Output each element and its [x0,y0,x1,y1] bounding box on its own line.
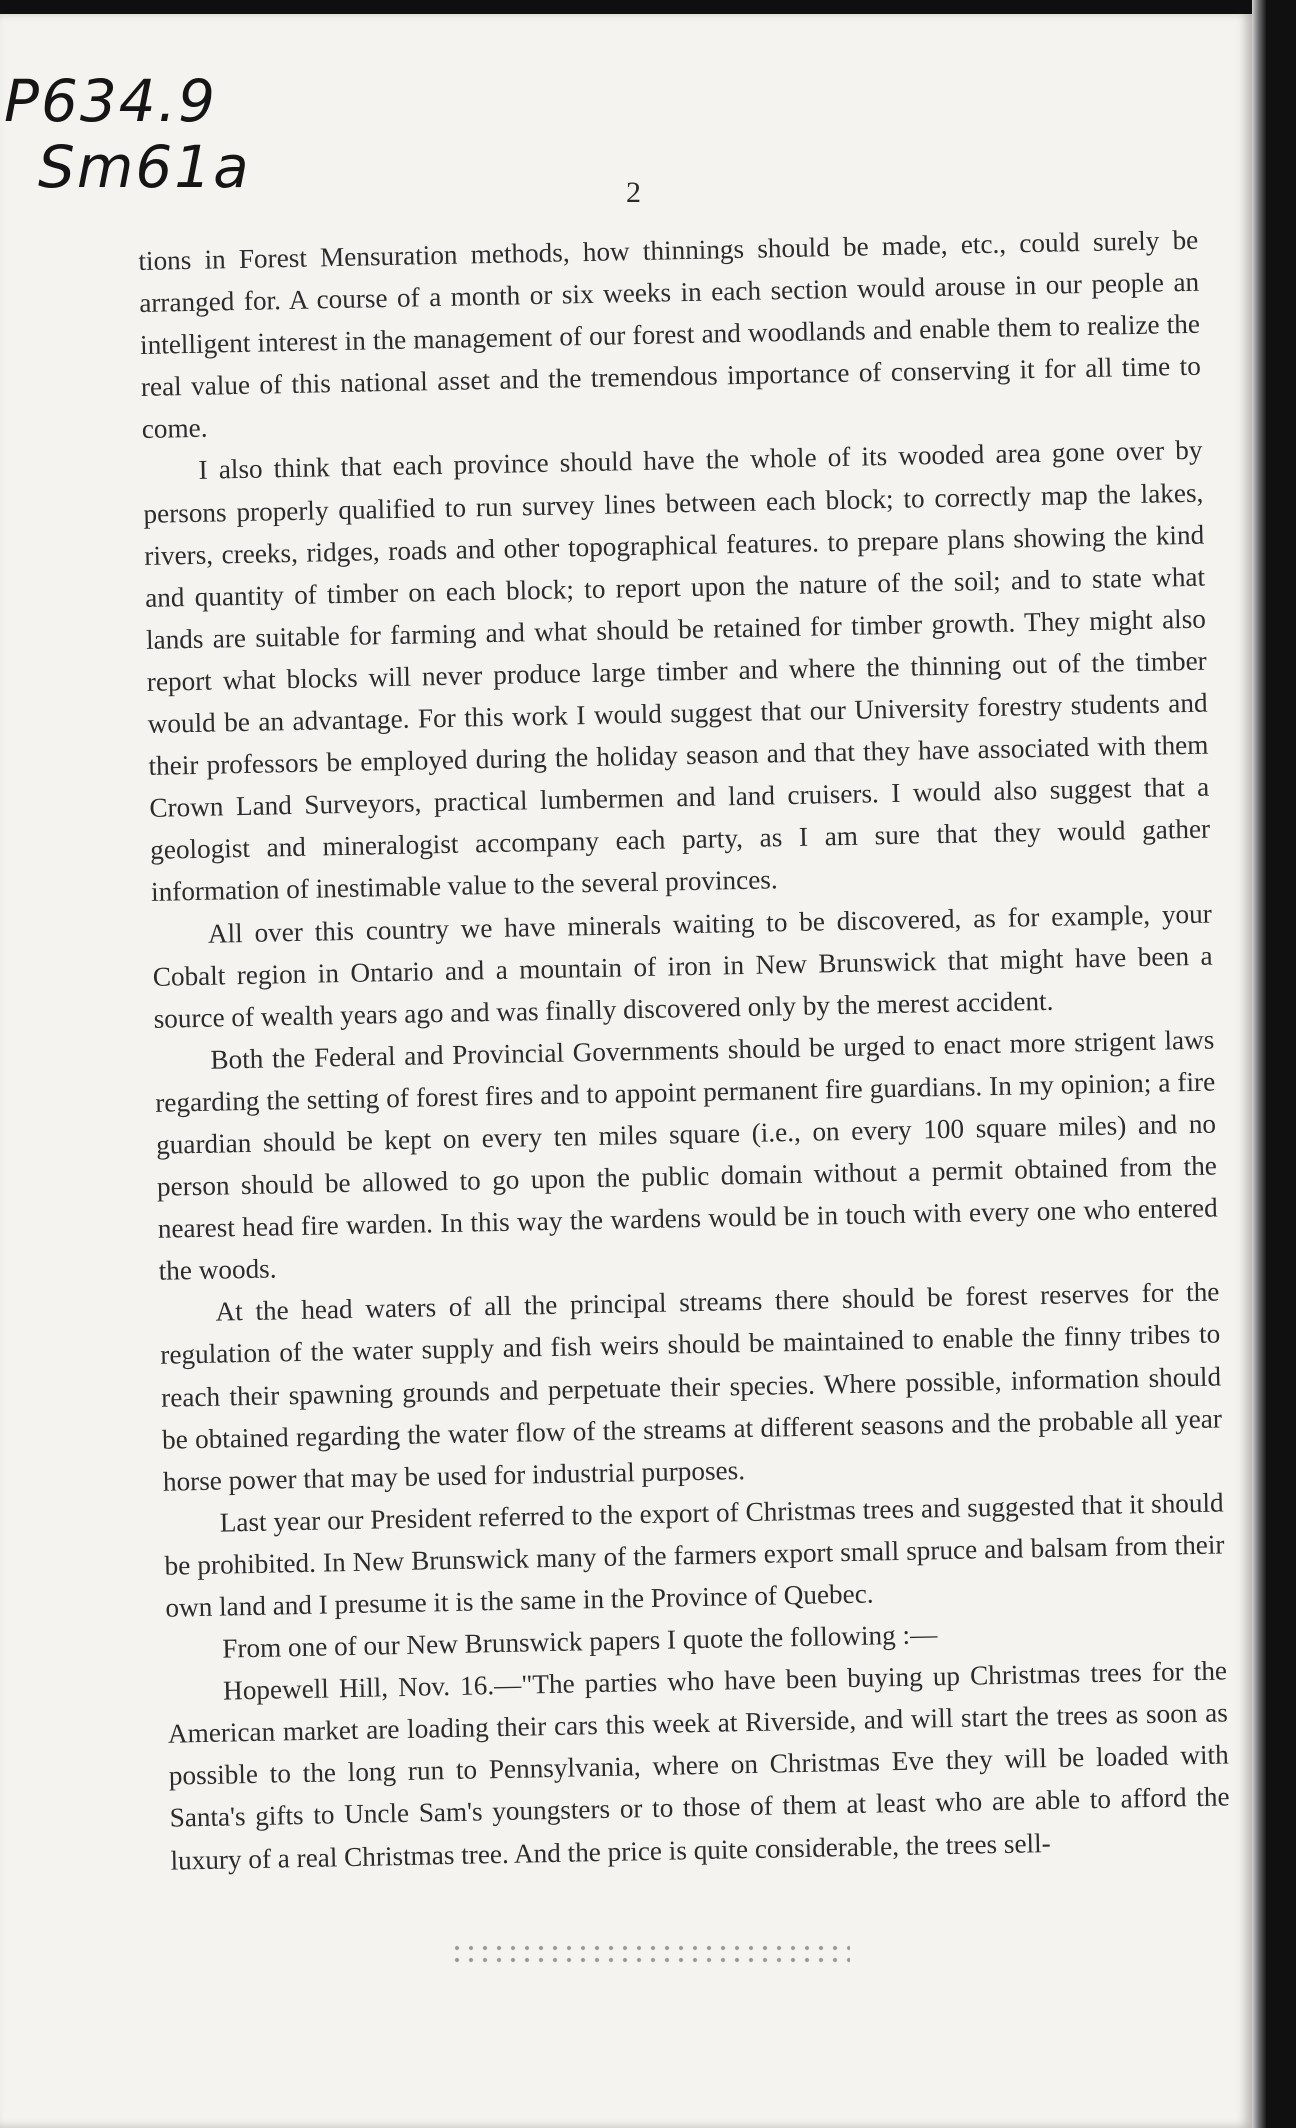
paragraph-christmas-trees: Last year our President referred to the export of Christmas trees and suggested that it should be prohibited. In New Brunswick many of the farmers export small spruce and balsam from their own land and I presume it is the same in the Province of Quebec. [164,1487,1225,1623]
paragraph-quote-intro: From one of our New Brunswick papers I quote the following :— [221,1619,938,1664]
paragraph-forest-reserves: At the head waters of all the principal streams there should be forest reserves for the regulation of the water supply and fish weirs should be maintained to enable the finny tribes to reach their spawning grounds and perpetuate their species. Where possible, information should be obtained regarding the water flow of the streams at different seasons and the probable all year horse power that may be used for industrial purposes. [160,1276,1223,1497]
scan-border-right [1266,0,1296,2128]
page-number: 2 [626,176,641,209]
ink-blot-decoration [450,1942,850,1968]
document-page [0,12,1252,2128]
paragraph-quotation: Hopewell Hill, Nov. 16.—"The parties who have been buying up Christmas trees for the American market are loading their cars this week at Riverside, and will start the trees as soon as possible to the long run to Pennsylvania, where on Christmas Eve they will be loaded with Santa's gifts to Uncle Sam's youngsters or to those of them at least who are able to afford the luxury of a real Christmas tree. And the price is quite considerable, the trees sell- [167,1655,1230,1876]
paragraph-fire-laws: Both the Federal and Provincial Governments should be urged to enact more strigent laws regarding the setting of forest fires and to appoint permanent fire guardians. In my opinion; a fire guardian should be kept on every ten miles square (i.e., on every 100 square miles) and no person should be allowed to go upon the public domain without a permit obtained from the nearest head fire warden. In this way the wardens would be in touch with every one who entered the woods. [155,1024,1218,1287]
scan-border-top [0,0,1296,14]
paragraph-continuation: tions in Forest Mensuration methods, how thinnings should be made, etc., could surely be arranged for. A course of a month or six weeks in each section would arouse in our people an intelligent interest in the management of our forest and woodlands and enable them to realize the real value of this national asset and the tremendous importance of conserving it for all time to come. [138,224,1202,445]
paragraph-survey: I also think that each province should have the whole of its wooded area gone over by persons properly qualified to run survey lines between each block; to correctly map the lakes, rivers, creeks, ridges, roads and other topographical features. to prepare plans showing the kind and quantity of timber on each block; to report upon the nature of the soil; and to state what lands are suitable for farming and what should be retained for timber growth. They might also report what blocks will never produce large timber and where the thinning out of the timber would be an advantage. For this work I would suggest that our University forestry students and their professors be employed during the holiday season and that they have associated with them Crown Land Surveyors, practical lumbermen and land cruisers. I would also suggest that a geologist and mineralogist accompany each party, as I am sure that they would gather information of inestimable value to the several provinces. [143,435,1211,908]
call-number-line-1: P634.9 [4,67,218,135]
paragraph-minerals: All over this country we have minerals waiting to be discovered, as for example, your Cobalt region in Ontario and a mountain of iron in New Brunswick that might have been a source of wealth years ago and was finally discovered only by the merest accident. [152,898,1213,1034]
call-number-line-2: Sm61a [38,133,251,201]
page-edge-shadow [1252,0,1266,2128]
body-text [138,219,1231,1882]
handwritten-call-number [4,68,251,200]
